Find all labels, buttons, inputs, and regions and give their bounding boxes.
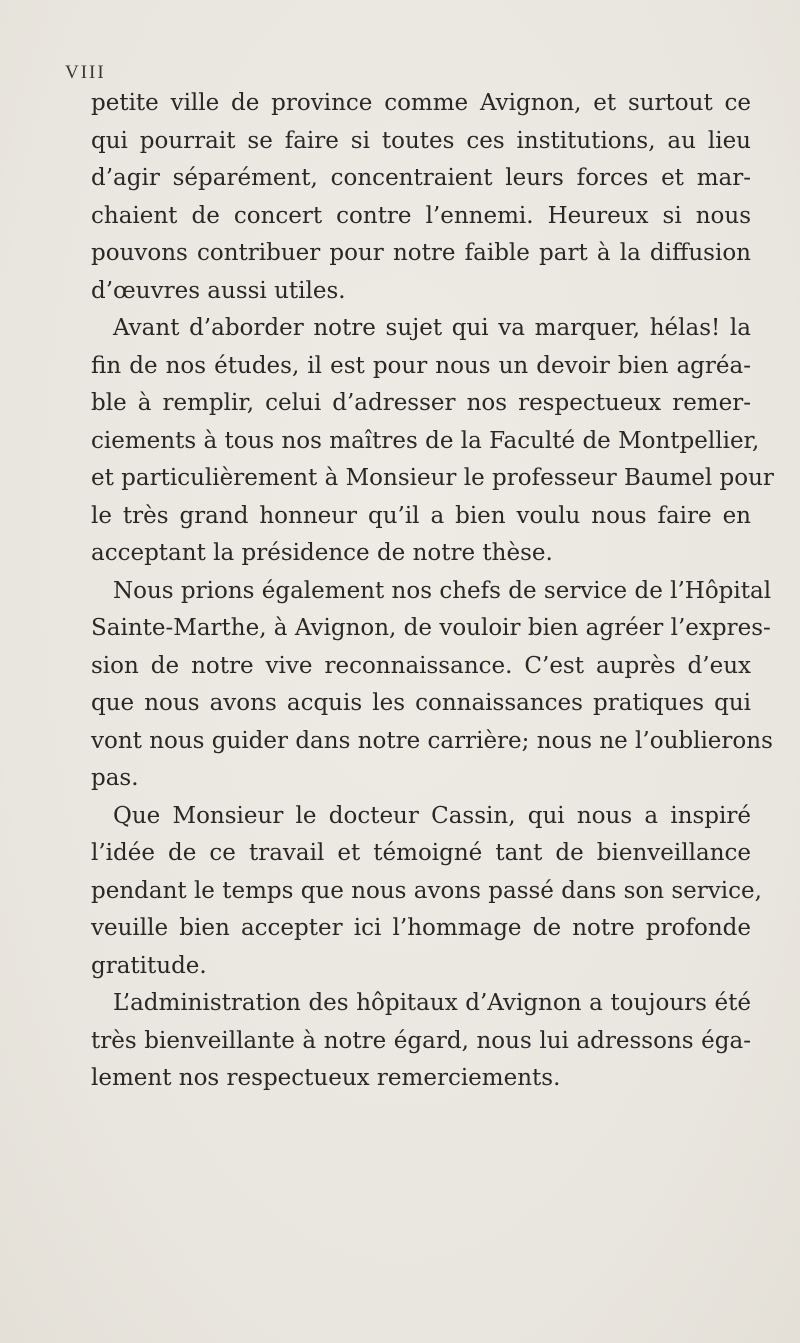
text-line: Que Monsieur le docteur Cassin, qui nous a inspiré bbox=[113, 802, 751, 829]
text-line: Avant d’aborder notre sujet qui va marquer, hélas! la bbox=[113, 315, 751, 341]
text-line: ciements à tous nos maîtres de la Faculté de Montpellier, bbox=[91, 427, 760, 454]
text-line: veuille bien accepter ici l’hommage de notre profonde bbox=[91, 915, 751, 941]
paragraph-p4 bbox=[91, 798, 762, 986]
body-text bbox=[91, 85, 774, 1098]
text-line: petite ville de province comme Avignon, et surtout ce bbox=[91, 90, 751, 116]
text-line: très bienveillante à notre égard, nous lui adressons éga- bbox=[91, 1027, 751, 1054]
paragraph-p5 bbox=[91, 985, 751, 1098]
text-line: que nous avons acquis les connaissances pratiques qui bbox=[91, 690, 751, 716]
text-line: acceptant la présidence de notre thèse. bbox=[91, 540, 553, 566]
text-line: vont nous guider dans notre carrière; nous ne l’oublierons bbox=[91, 727, 773, 754]
text-line: Nous prions également nos chefs de service de l’Hôpital bbox=[113, 577, 772, 604]
text-line: pas. bbox=[91, 765, 139, 791]
text-line: d’agir séparément, concentraient leurs forces et mar- bbox=[91, 165, 751, 191]
text-line: fin de nos études, il est pour nous un devoir bien agréa- bbox=[91, 352, 751, 379]
text-line: pendant le temps que nous avons passé dans son service, bbox=[91, 877, 762, 904]
text-line: l’idée de ce travail et témoigné tant de bienveillance bbox=[91, 840, 751, 866]
text-line: sion de notre vive reconnaissance. C’est auprès d’eux bbox=[91, 652, 751, 679]
text-line: le très grand honneur qu’il a bien voulu nous faire en bbox=[91, 502, 751, 529]
text-line: gratitude. bbox=[91, 952, 207, 979]
text-line: qui pourrait se faire si toutes ces institutions, au lieu bbox=[91, 127, 751, 154]
paragraph-p3 bbox=[91, 573, 773, 798]
paragraph-p1 bbox=[91, 85, 751, 310]
text-line: lement nos respectueux remerciements. bbox=[91, 1065, 561, 1091]
text-line: et particulièrement à Monsieur le professeur Baumel pour bbox=[91, 465, 774, 491]
text-line: Sainte-Marthe, à Avignon, de vouloir bien agréer l’expres- bbox=[91, 615, 771, 641]
text-line: d’œuvres aussi utiles. bbox=[91, 277, 346, 304]
text-line: ble à remplir, celui d’adresser nos respectueux remer- bbox=[91, 390, 751, 416]
text-line: L’administration des hôpitaux d’Avignon a toujours été bbox=[113, 990, 751, 1016]
paragraph-p2 bbox=[91, 310, 774, 573]
text-line: chaient de concert contre l’ennemi. Heureux si nous bbox=[91, 202, 751, 229]
text-line: pouvons contribuer pour notre faible part à la diffusion bbox=[91, 240, 751, 266]
page-number: VIII bbox=[65, 62, 106, 83]
